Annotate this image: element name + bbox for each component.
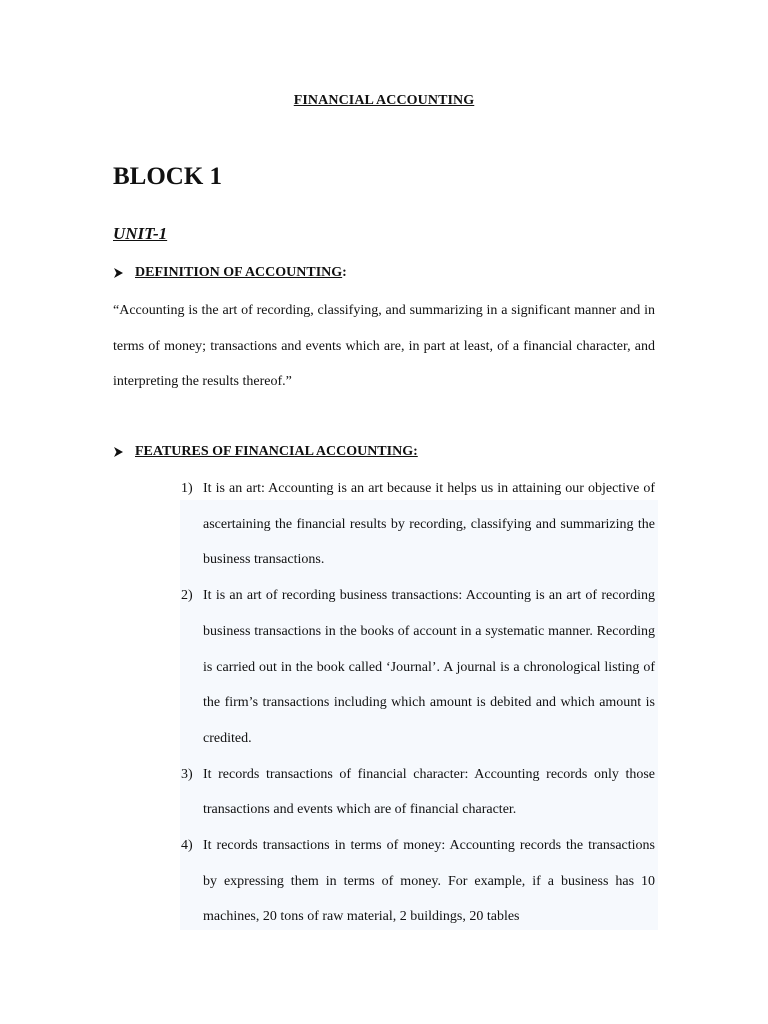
definition-heading-label: DEFINITION OF ACCOUNTING: [135, 265, 343, 280]
block-heading: BLOCK 1: [113, 163, 223, 190]
definition-text: “Accounting is the art of recording, classifying, and summarizing in a significant manner and in terms of money; transactions and events which are, in part at least, of a financial character, and interpreting the results thereof.”: [113, 303, 655, 390]
arrow-bullet-icon: [113, 267, 135, 279]
list-item-text: It is an art: Accounting is an art because it helps us in attaining our objective of ascertaining the financial results by recording, classifying and summarizing the business transactions.: [203, 481, 655, 568]
list-item-number: 2): [181, 588, 193, 604]
list-item-text: It records transactions in terms of money: Accounting records the transactions by expressing them in terms of money. For example, if a business has 10 machines, 20 tons of raw material, 2 buildings, 20 tables: [203, 838, 655, 925]
features-heading: [113, 444, 418, 460]
list-item: [169, 471, 655, 578]
list-item-number: 4): [181, 838, 193, 854]
list-item: [169, 757, 655, 828]
list-item: [169, 578, 655, 757]
list-item-number: 1): [181, 481, 193, 496]
list-item: [169, 828, 655, 935]
arrow-bullet-icon: [113, 446, 135, 458]
list-item-text: It records transactions of financial character: Accounting records only those transactions and events which are of financial character.: [203, 766, 655, 818]
definition-heading: [113, 265, 347, 281]
list-item-text: It is an art of recording business transactions: Accounting is an art of recording business transactions in the books of account in a systematic manner. Recording is carried out in the book called ‘Journal’. A journal is a chronological listing of the firm’s transactions including which amount is debited and which amount is credited.: [203, 588, 655, 746]
features-list: [169, 471, 655, 935]
document-title: FINANCIAL ACCOUNTING: [293, 93, 475, 108]
features-heading-label: FEATURES OF FINANCIAL ACCOUNTING:: [135, 444, 418, 459]
unit-heading: UNIT-1: [113, 224, 168, 243]
definition-heading-colon: :: [342, 265, 347, 280]
list-item-number: 3): [181, 766, 193, 782]
